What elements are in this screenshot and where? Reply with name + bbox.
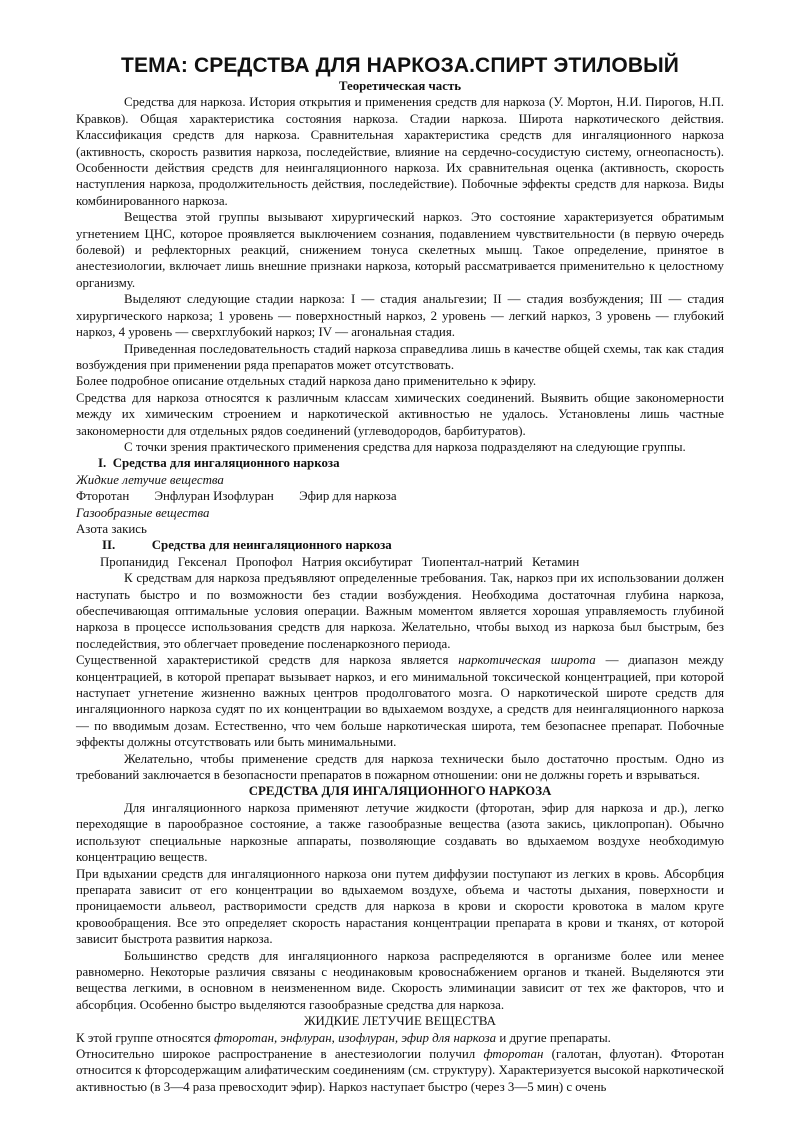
drug-list <box>76 554 724 570</box>
paragraph: Относительно широкое распространение в анестезиологии получил фторотан (галотан, флуотан). Фторотан относится к фторсодержащим алифатическим соединениям (см. структуру). Характеризуется высокой наркотической активностью (в 3—4 раза превосходит эфир). Наркоз наступает быстро (через 3—5 мин) с очень <box>76 1046 724 1094</box>
paragraph: Выделяют следующие стадии наркоза: I — стадия анальгезии; II — стадия возбуждения; III — стадия хирургического наркоза; 1 уровень — поверхностный наркоз, 2 уровень — легкий наркоз, 3 уровень — глубокий наркоз, 4 уровень — сверхглубокий наркоз; IV — агональная стадия. <box>76 292 724 340</box>
paragraph: К этой группе относятся фторотан, энфлуран, изофлуран, эфир для наркоза и другие препараты. <box>76 1030 611 1045</box>
paragraph: При вдыхании средств для ингаляционного наркоза они путем диффузии поступают из легких в кровь. Абсорбция препарата зависит от его концентрации во вдыхаемом воздухе, объема и частоты дыхания, поверхности и проницаемости альвеол, растворимости средств для наркоза в крови и скорости кровотока в малом круге кровообращения. Все это определяет скорость нарастания концентрации препарата в крови и тканях, от которой зависит быстрота развития наркоза. <box>76 866 724 947</box>
paragraph: Для ингаляционного наркоза применяют летучие жидкости (фторотан, эфир для наркоза и др.), легко переходящие в парообразное состояние, а также газообразные вещества (азота закись, циклопропан). Обычно используют специальные наркозные аппараты, позволяющие создавать во вдыхаемом воздухе необходимую концентрацию веществ. <box>76 800 724 865</box>
drug-name: Эфир для наркоза <box>299 489 397 504</box>
drug-name: Азота закись <box>76 521 147 536</box>
emphasis: наркотическая широта <box>458 653 596 668</box>
drug-name: Натрия оксибутират <box>301 554 413 569</box>
drug-name: Тиопентал-натрий <box>421 554 523 569</box>
paragraph: Вещества этой группы вызывают хирургический наркоз. Это состояние характеризуется обратимым угнетением ЦНС, которое проявляется выключением сознания, подавлением чувствительности (в первую очередь болевой) и рефлекторных реакций, снижением тонуса скелетных мышц. Такое определение, принятое в анестезиологии, включает лишь внешние признаки наркоза, который рассматривается применительно к целостному организму. <box>76 210 724 290</box>
section-subtitle: Теоретическая часть <box>338 79 462 93</box>
paragraph: Средства для наркоза относятся к различным классам химических соединений. Выявить общие закономерности между их химическим строением и наркотической активностью не удалось. Установлены лишь частные закономерности для отдельных рядов соединений (углеводородов, барбитуратов). <box>76 390 724 438</box>
emphasis: фторотан, энфлуран, изофлуран, эфир для наркоза <box>214 1030 497 1045</box>
paragraph: Большинство средств для ингаляционного наркоза распределяются в организме более или менее равномерно. Некоторые различия связаны с неодинаковым кровоснабжением органов и тканей. Выделяются эти вещества легкими, в основном в неизмененном виде. Скорость элиминации зависит от тех же факторов, что и абсорбция. Особенно быстро выделяются газообразные средства для наркоза. <box>76 948 724 1012</box>
drug-name: Фторотан <box>76 489 130 504</box>
paragraph: Более подробное описание отдельных стадий наркоза дано применительно к эфиру. <box>76 374 537 389</box>
drug-list <box>76 488 724 504</box>
paragraph: Приведенная последовательность стадий наркоза справедлива лишь в качестве общей схемы, так как стадия возбуждения при применении ряда препаратов может отсутствовать. <box>76 341 724 372</box>
section-heading: СРЕДСТВА ДЛЯ ИНГАЛЯЦИОННОГО НАРКОЗА <box>248 784 552 799</box>
section-heading: ЖИДКИЕ ЛЕТУЧИЕ ВЕЩЕСТВА <box>304 1014 496 1029</box>
drug-name: Пропофол <box>236 554 293 569</box>
page-title: ТЕМА: СРЕДСТВА ДЛЯ НАРКОЗА.СПИРТ ЭТИЛОВЫЙ <box>121 54 679 77</box>
drug-name: Энфлуран Изофлуран <box>154 489 274 504</box>
group-heading <box>76 537 724 553</box>
emphasis: фторотан <box>483 1046 544 1061</box>
paragraph: Средства для наркоза. История открытия и применения средств для наркоза (У. Мортон, Н.И. Пирогов, Н.П. Кравков). Общая характеристика состояния наркоза. Стадии наркоза. Широта наркотического действия. Классификация средств для наркоза. Сравнительная характеристика средств для ингаляционного наркоза (активность, скорость развития наркоза, последействие, влияние на сердечно-сосудистую систему, огнеопасность). Особенности действия средств для неингаляционного наркоза. Их сравнительная оценка (активность, скорость наступления наркоза, продолжительность действия, последействие). Побочные эффекты средств для наркоза. Виды комбинированного наркоза. <box>76 95 724 208</box>
group-number: II. <box>102 538 116 553</box>
group-heading <box>76 455 724 471</box>
drug-name: Гексенал <box>177 554 227 569</box>
document-page <box>76 54 724 1095</box>
paragraph: Желательно, чтобы применение средств для наркоза технически было достаточно простым. Одно из требований заключается в безопасности препаратов в пожарном отношении: они не должны гореть и взрываться. <box>76 751 724 783</box>
drug-name: Кетамин <box>531 554 580 569</box>
paragraph: С точки зрения практического применения средства для наркоза подразделяют на следующие группы. <box>124 439 686 454</box>
subgroup-label: Жидкие летучие вещества <box>76 472 224 487</box>
paragraph: Существенной характеристикой средств для наркоза является наркотическая широта — диапазон между концентрацией, в которой препарат вызывает наркоз, и его минимальной токсической концентрацией, при которой наступает угнетение жизненно важных центров продолговатого мозга. О наркотической широте средств для ингаляционного наркоза судят по их концентрации во вдыхаемом воздухе, а средств для неингаляционного наркоза — по вводимым дозам. Естественно, что чем больше наркотическая широта, тем безопаснее препарат. Побочные эффекты должны отсутствовать или быть минимальными. <box>76 653 724 750</box>
paragraph: К средствам для наркоза предъявляют определенные требования. Так, наркоз при их использовании должен наступать быстро и по возможности без стадии возбуждения. Необходима достаточная глубина наркоза, обеспечивающая оптимальные условия операции. Важным моментом является хорошая управляемость глубиной наркоза в процессе использования средств для наркоза. Желательно, чтобы выход из наркоза был быстрым, без последействия, это облегчает проведение посленаркозного периода. <box>76 571 724 651</box>
drug-name: Пропанидид <box>100 554 169 569</box>
group-label: Средства для неингаляционного наркоза <box>151 538 392 553</box>
group-label: Средства для ингаляционного наркоза <box>112 456 340 471</box>
subgroup-label: Газообразные вещества <box>76 505 210 520</box>
group-number: I. <box>98 456 107 471</box>
